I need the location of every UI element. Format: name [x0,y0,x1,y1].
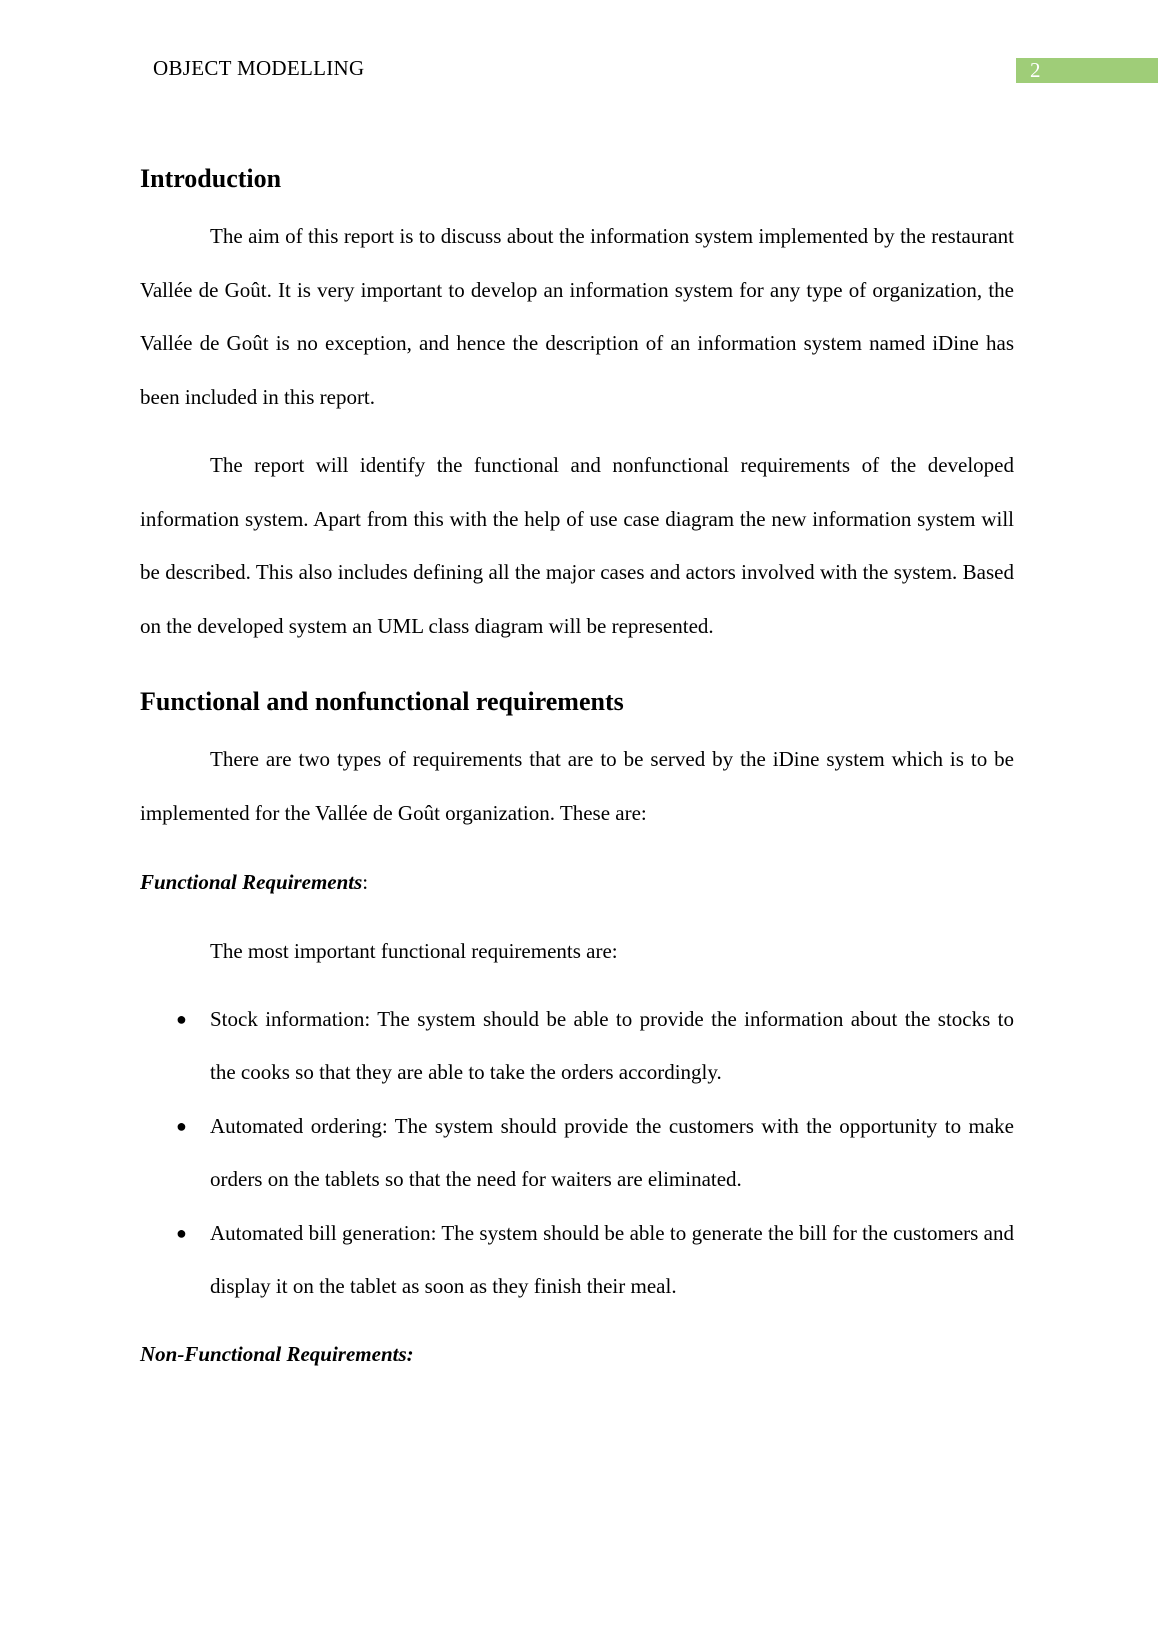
nonfunctional-requirements-subheading [140,1328,1014,1381]
list-item-text: Automated bill generation: The system should be able to generate the bill for the customers and display it on the tablet as soon as they finish their meal. [210,1220,1014,1298]
functional-requirements-colon: : [362,870,369,894]
page-number-badge [1016,58,1158,83]
bullet-icon: ● [176,1115,187,1136]
list-item [140,1207,1014,1314]
document-body [140,158,1014,1381]
list-item [140,993,1014,1100]
requirements-intro-paragraph: There are two types of requirements that are to be served by the iDine system which is to be implemented for the Vallée de Goût organization. These are: [140,747,1014,825]
introduction-heading: Introduction [140,164,282,193]
running-header-title: OBJECT MODELLING [153,56,365,80]
introduction-paragraph-1: The aim of this report is to discuss about the information system implemented by the restaurant Vallée de Goût. It is very important to develop an information system for any type of organization, the Vallée de Goût is no exception, and hence the description of an information system named iDine has been included in this report. [140,224,1014,409]
list-item-text: Stock information: The system should be able to provide the information about the stocks to the cooks so that they are able to take the orders accordingly. [210,1006,1014,1084]
introduction-paragraph-2: The report will identify the functional and nonfunctional requirements of the developed information system. Apart from this with the help of use case diagram the new information system will be described. This also includes defining all the major cases and actors involved with the system. Based on the developed system an UML class diagram will be represented. [140,453,1014,638]
functional-requirements-subheading [140,856,1014,909]
nonfunctional-requirements-label: Non-Functional Requirements: [140,1341,414,1366]
list-item [140,1100,1014,1207]
page-number: 2 [1030,58,1041,82]
functional-requirements-list [140,993,1014,1314]
list-item-text: Automated ordering: The system should provide the customers with the opportunity to make orders on the tablets so that the need for waiters are eliminated. [210,1113,1014,1191]
bullet-icon: ● [176,1222,187,1243]
bullet-icon: ● [176,1008,187,1029]
functional-requirements-lead: The most important functional requirements are: [210,939,618,963]
functional-requirements-label: Functional Requirements [140,870,363,894]
requirements-heading: Functional and nonfunctional requirements [140,687,624,716]
